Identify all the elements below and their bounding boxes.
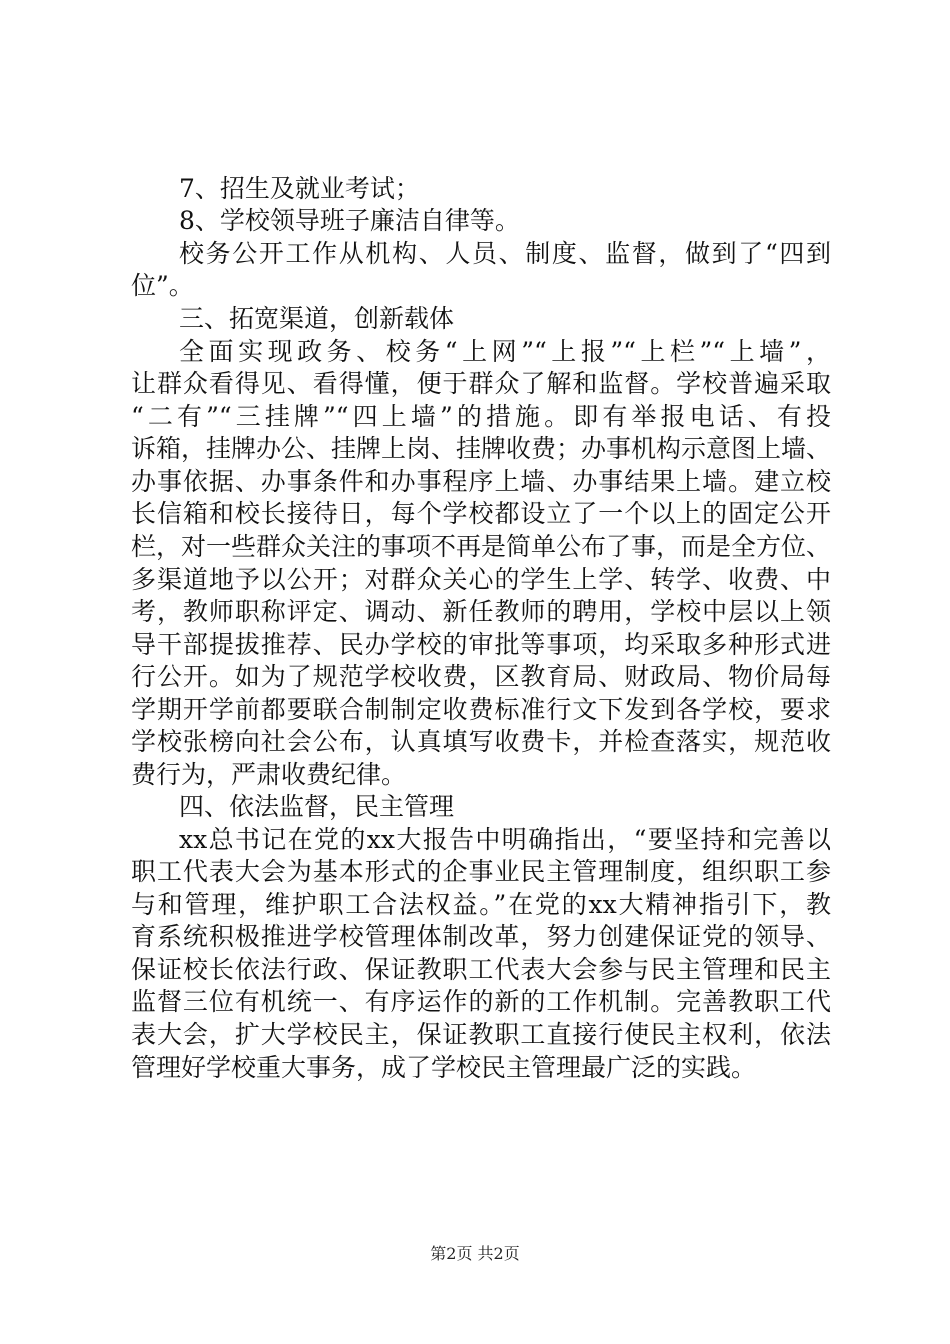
paragraph-line: 表大会，扩大学校民主，保证教职工直接行使民主权利，依法 xyxy=(131,1020,831,1049)
paragraph-line: 位”。 xyxy=(131,271,194,300)
page-footer: 第2页 共2页 xyxy=(430,1244,520,1263)
paragraph-line: 多渠道地予以公开；对群众关心的学生上学、转学、收费、中 xyxy=(131,565,831,594)
paragraph-line: 让群众看得见、看得懂，便于群众了解和监督。学校普遍采取 xyxy=(131,369,831,398)
paragraph-line: 育系统积极推进学校管理体制改革，努力创建保证党的领导、 xyxy=(131,922,831,951)
paragraph-line: 行公开。如为了规范学校收费，区教育局、财政局、物价局每 xyxy=(131,662,831,691)
section-heading-3: 三、拓宽渠道，创新载体 xyxy=(179,304,455,333)
paragraph-line: 监督三位有机统一、有序运作的新的工作机制。完善教职工代 xyxy=(131,987,831,1016)
paragraph-line: 长信箱和校长接待日，每个学校都设立了一个以上的固定公开 xyxy=(131,499,831,528)
paragraph-line: 职工代表大会为基本形式的企事业民主管理制度，组织职工参 xyxy=(131,857,831,886)
paragraph-line: 诉箱，挂牌办公、挂牌上岗、挂牌收费；办事机构示意图上墙、 xyxy=(131,434,832,463)
paragraph-line: 考，教师职称评定、调动、新任教师的聘用，学校中层以上领 xyxy=(131,597,831,626)
paragraph-line: 学校张榜向社会公布，认真填写收费卡，并检查落实，规范收 xyxy=(131,727,831,756)
paragraph-line: 保证校长依法行政、保证教职工代表大会参与民主管理和民主 xyxy=(131,955,831,984)
paragraph-line: 导干部提拔推荐、民办学校的审批等事项，均采取多种形式进 xyxy=(131,630,831,659)
list-item-7: 7、招生及就业考试； xyxy=(179,174,420,203)
paragraph-line: “二有”“三挂牌”“四上墙”的措施。即有举报电话、有投 xyxy=(131,402,831,431)
paragraph-line: 管理好学校重大事务，成了学校民主管理最广泛的实践。 xyxy=(131,1053,757,1082)
section-heading-4: 四、依法监督，民主管理 xyxy=(179,792,455,821)
paragraph-line: 办事依据、办事条件和办事程序上墙、办事结果上墙。建立校 xyxy=(131,467,831,496)
paragraph-line: 校务公开工作从机构、人员、制度、监督，做到了“四到 xyxy=(179,239,831,268)
paragraph-line: 与和管理，维护职工合法权益。”在党的xx大精神指引下，教 xyxy=(131,890,831,919)
paragraph-line: 费行为，严肃收费纪律。 xyxy=(131,760,407,789)
paragraph-line: 学期开学前都要联合制制定收费标准行文下发到各学校，要求 xyxy=(131,695,831,724)
paragraph-line: xx总书记在党的xx大报告中明确指出，“要坚持和完善以 xyxy=(179,825,831,854)
paragraph-line: 栏，对一些群众关注的事项不再是简单公布了事，而是全方位、 xyxy=(131,532,832,561)
paragraph-line: 全面实现政务、校务“上网”“上报”“上栏”“上墙”， xyxy=(179,337,831,366)
list-item-8: 8、学校领导班子廉洁自律等。 xyxy=(179,206,520,235)
